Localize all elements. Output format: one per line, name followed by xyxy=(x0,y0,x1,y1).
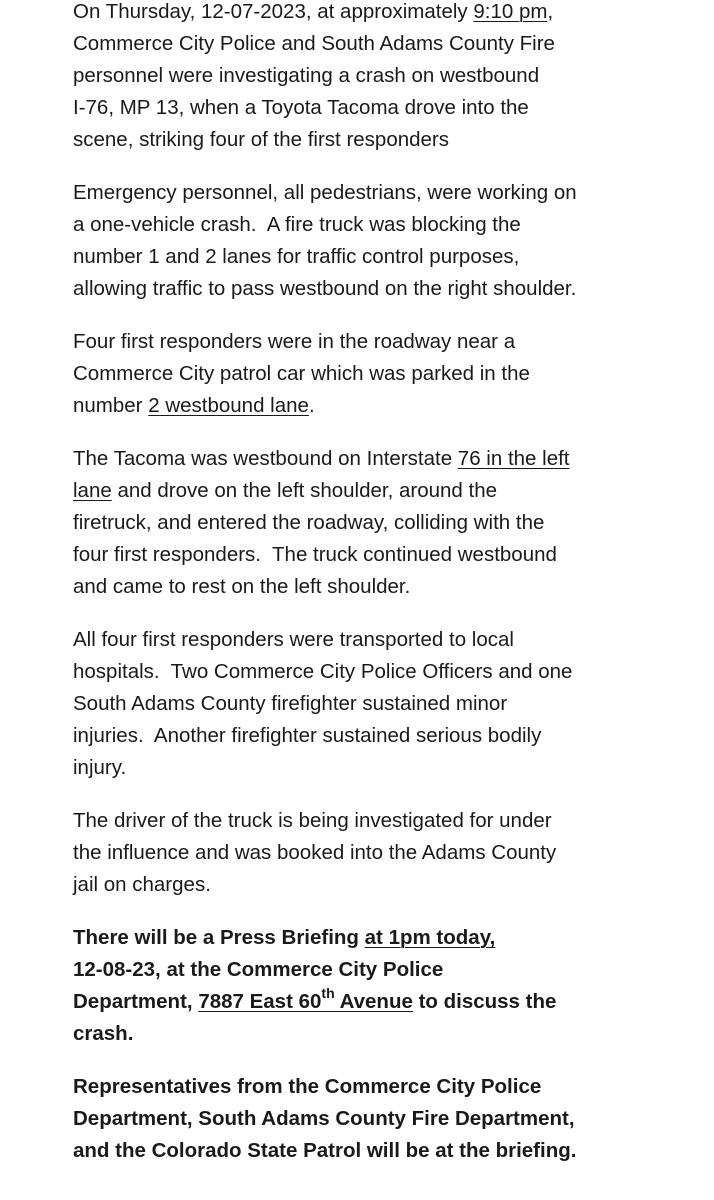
address-ordinal: th xyxy=(321,985,335,1001)
text: 12-08-23, at the Commerce City Police Department, xyxy=(73,958,444,1013)
briefing-time-link[interactable]: at 1pm today, xyxy=(364,926,496,949)
paragraph-incident-summary xyxy=(73,0,703,156)
lane-link[interactable]: 2 westbound lane xyxy=(148,394,309,417)
address-street: Avenue xyxy=(334,990,413,1013)
text: and drove on the left shoulder, around the firetruck, and entered the roadway, colliding with the four first responders. The truck continued westbound and came to rest on the left shoulder. xyxy=(73,479,557,598)
text: On Thursday, 12-07-2023, at approximately xyxy=(73,0,474,23)
interstate-link-line2[interactable]: lane xyxy=(73,479,112,502)
text: The Tacoma was westbound on Interstate xyxy=(73,447,458,470)
text: There will be a Press Briefing xyxy=(73,926,365,949)
paragraph-scene-description: Emergency personnel, all pedestrians, were working on a one-vehicle crash. A fire truck was blocking the number 1 and 2 lanes for traffic control purposes, allowing traffic to pass westbound on the right shoulder. xyxy=(73,181,577,300)
text: . xyxy=(308,394,315,417)
text: , Commerce City Police and South Adams County Fire personnel were investigating a crash on westbound I-76, MP 13, when a Toyota Tacoma drove into the scene, striking four of the first responders xyxy=(73,0,555,151)
paragraph-injuries: All four first responders were transported to local hospitals. Two Commerce City Police Officers and one South Adams County firefighter sustained minor injuries. Another firefighter sustained serious bodily injury. xyxy=(73,628,573,779)
address-number: 7887 East 60 xyxy=(198,990,322,1013)
paragraph-driver-status: The driver of the truck is being investigated for under the influence and was booked into the Adams County jail on charges. xyxy=(73,809,557,896)
interstate-link-line1[interactable]: 76 in the left xyxy=(457,447,570,470)
paragraph-press-briefing xyxy=(73,922,703,1050)
paragraph-responders-location xyxy=(73,326,703,422)
paragraph-representatives: Representatives from the Commerce City Police Department, South Adams County Fire Department, and the Colorado State Patrol will be at the briefing. xyxy=(73,1075,577,1162)
text: to discuss the crash. xyxy=(73,990,557,1045)
address-link[interactable] xyxy=(198,985,413,1013)
paragraph-collision-description xyxy=(73,443,703,603)
text: Four first responders were in the roadway near a Commerce City patrol car which was parked in the number xyxy=(73,330,530,417)
time-link[interactable]: 9:10 pm xyxy=(473,0,548,23)
